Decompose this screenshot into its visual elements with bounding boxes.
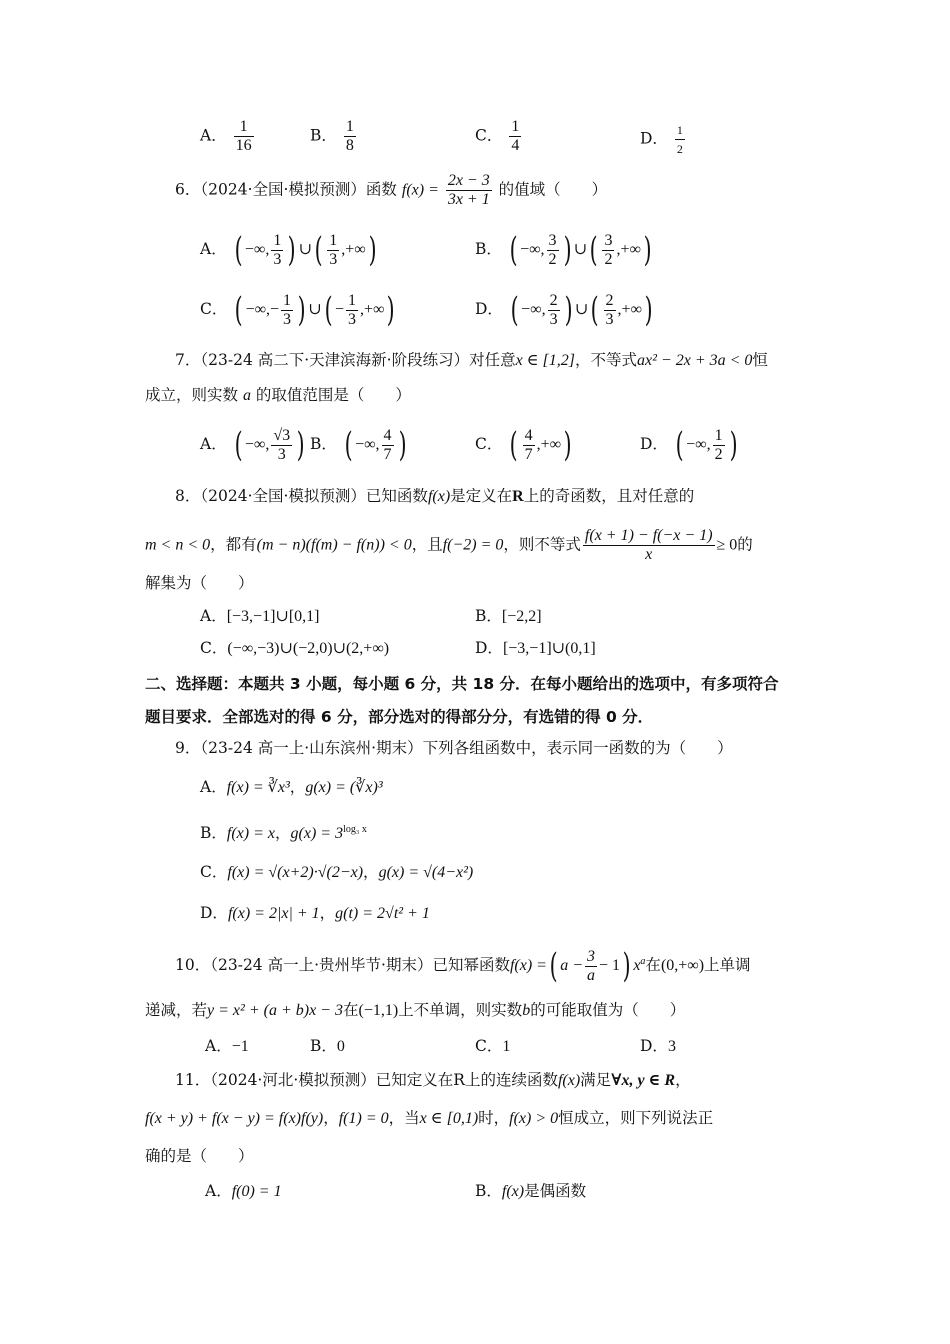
q6-option-d[interactable]: D． ( −∞, $\frac{2}{3}$ ) ∪( $\frac{2}{3}$ ,+∞) xyxy=(475,290,653,330)
q6-option-c[interactable]: C． ( −∞,− $\frac{1}{3}$ ) ∪( − $\frac{1}{3}$ ,+∞) xyxy=(200,290,396,330)
q7-option-d[interactable]: D． ( −∞, $\frac{1}{2}$ ) xyxy=(640,425,738,465)
q6-stem: 6．（2024·全国·模拟预测）函数 f(x) = $\frac{2x - 3}{3x + 1}$ 的值域（ ） xyxy=(175,172,608,208)
q8-stem-line2: m < n < 0，都有(m − n)(f(m) − f(n)) < 0，且f(−2) = 0，则不等式 $\frac{f(x + 1) - f(-x - 1)}{x}$ ≥ 0的 xyxy=(145,527,753,563)
q10-stem-line2: 递减，若y = x² + (a + b)x − 3在(−1,1)上不单调，则实数b的可能取值为（ ） xyxy=(145,1001,686,1019)
q5-option-d[interactable]: D． $\frac{1}{2}$ xyxy=(640,123,683,156)
q10-option-a[interactable]: A．−1 xyxy=(205,1037,249,1055)
q6-option-b[interactable]: B． ( −∞, $\frac{3}{2}$ ) ∪( $\frac{3}{2}$ ,+∞) xyxy=(475,230,652,270)
q5-option-c[interactable]: C． $\frac{1}{4}$ xyxy=(475,118,520,154)
q8-option-b[interactable]: B．[−2,2] xyxy=(475,607,542,625)
q8-stem-line3: 解集为（ ） xyxy=(145,574,254,592)
q8-option-a[interactable]: A．[−3,−1]∪[0,1] xyxy=(200,607,320,625)
q7-option-c[interactable]: C． ( $\frac{4}{7}$ ,+∞) xyxy=(475,425,572,465)
q7-stem-line1: 7．（23-24 高二下·天津滨海新·阶段练习）对任意x ∈ [1,2]，不等式ax² − 2x + 3a < 0恒 xyxy=(175,351,768,369)
q11-stem-line1: 11．（2024·河北·模拟预测）已知定义在R上的连续函数f(x)满足∀x, y ∈ R， xyxy=(175,1071,691,1089)
section-2-heading-line1: 二、选择题：本题共 3 小题，每小题 6 分，共 18 分．在每小题给出的选项中，有多项符合 xyxy=(145,675,779,693)
q10-option-c[interactable]: C．1 xyxy=(475,1037,511,1055)
q11-stem-line3: 确的是（ ） xyxy=(145,1147,254,1165)
q8-option-c[interactable]: C．(−∞,−3)∪(−2,0)∪(2,+∞) xyxy=(200,639,390,657)
q7-option-a[interactable]: A． ( −∞, $\frac{√3}{3}$ ) xyxy=(200,425,305,465)
q8-stem-line1: 8．（2024·全国·模拟预测）已知函数f(x)是定义在R上的奇函数，且对任意的 xyxy=(175,487,695,505)
q9-option-a[interactable]: A．f(x) = ∛x³，g(x) = (∛x)³ xyxy=(200,778,383,796)
q11-stem-line2: f(x + y) + f(x − y) = f(x)f(y)，f(1) = 0，当x ∈ [0,1)时，f(x) > 0恒成立，则下列说法正 xyxy=(145,1109,714,1127)
section-2-heading-line2: 题目要求．全部选对的得 6 分，部分选对的得部分分，有选错的得 0 分． xyxy=(145,708,654,726)
q10-option-b[interactable]: B．0 xyxy=(310,1037,345,1055)
q11-option-a[interactable]: A．f(0) = 1 xyxy=(205,1182,282,1200)
q5-option-b[interactable]: B． $\frac{1}{8}$ xyxy=(310,118,354,154)
q5-option-a[interactable]: A． $\frac{1}{16}$ xyxy=(200,118,252,154)
q9-option-d[interactable]: D．f(x) = 2|x| + 1，g(t) = 2√t² + 1 xyxy=(200,904,430,922)
q9-option-c[interactable]: C．f(x) = √(x+2)·√(2−x)，g(x) = √(4−x²) xyxy=(200,863,474,881)
q11-option-b[interactable]: B．f(x)是偶函数 xyxy=(475,1182,587,1200)
q6-option-a[interactable]: A． ( −∞, $\frac{1}{3}$ ) ∪( $\frac{1}{3}$ ,+∞) xyxy=(200,230,377,270)
q10-stem-line1: 10．（23-24 高一上·贵州毕节·期末）已知幂函数f(x) =( a − $\frac{3}{a}$ − 1) $x^a$在(0,+∞)上单调 xyxy=(175,946,751,986)
q10-option-d[interactable]: D．3 xyxy=(640,1037,676,1055)
q9-option-b[interactable]: B．f(x) = x，$g(x) = 3^{log_3 x}$ xyxy=(200,824,367,843)
q8-option-d[interactable]: D．[−3,−1]∪(0,1] xyxy=(475,639,596,657)
q7-stem-line2: 成立，则实数 a 的取值范围是（ ） xyxy=(145,386,411,404)
q7-option-b[interactable]: B． ( −∞, $\frac{4}{7}$ ) xyxy=(310,425,407,465)
q9-stem: 9．（23-24 高一上·山东滨州·期末）下列各组函数中，表示同一函数的为（ ） xyxy=(175,739,733,757)
